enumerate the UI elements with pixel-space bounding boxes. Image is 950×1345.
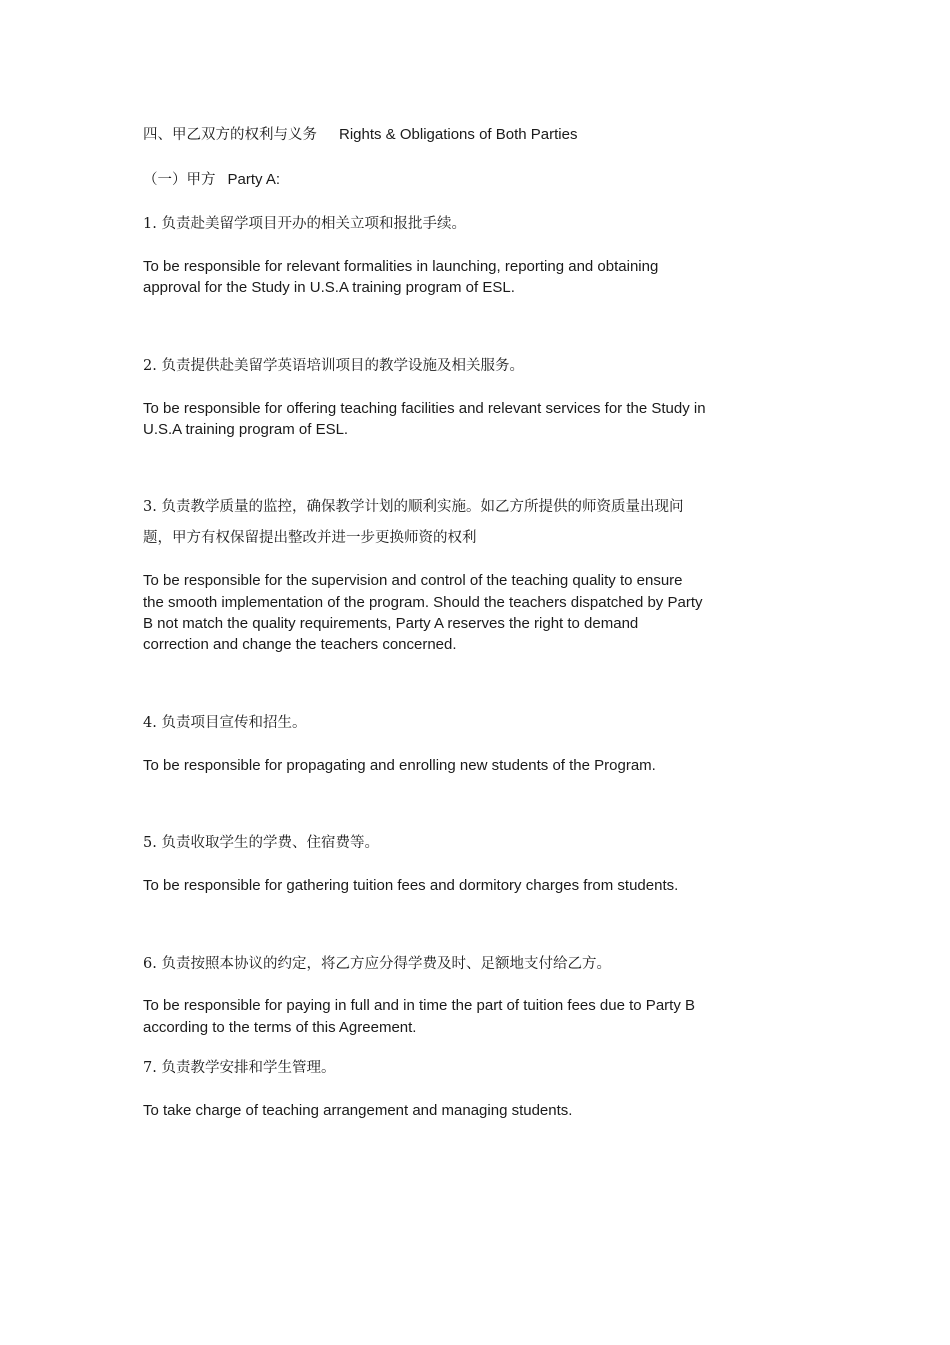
section-title-zh: 四、甲乙双方的权利与义务 xyxy=(143,127,317,143)
section-heading xyxy=(143,124,753,146)
item-3-zh-line-1: 3. 负责教学质量的监控，确保教学计划的顺利实施。如乙方所提供的师资质量出现问 xyxy=(143,499,684,515)
item-5-en-line-1: To be responsible for gathering tuition fees and dormitory charges from students. xyxy=(143,877,679,894)
item-3-en-line-1: To be responsible for the supervision and control of the teaching quality to ensure xyxy=(143,572,683,589)
item-3-en-line-4: correction and change the teachers concerned. xyxy=(143,636,457,653)
item-3-zh-line-2: 题，甲方有权保留提出整改并进一步更换师资的权利 xyxy=(143,530,477,546)
party-heading xyxy=(143,169,753,191)
item-2-zh-line-1: 2. 负责提供赴美留学英语培训项目的教学设施及相关服务。 xyxy=(143,358,524,374)
item-6-en-line-1: To be responsible for paying in full and in time the part of tuition fees due to Party B xyxy=(143,997,695,1014)
item-1-en-line-2: approval for the Study in U.S.A training program of ESL. xyxy=(143,279,515,296)
item-2-en-line-1: To be responsible for offering teaching facilities and relevant services for the Study in xyxy=(143,400,706,417)
item-3-en-line-2: the smooth implementation of the program. Should the teachers dispatched by Party xyxy=(143,594,703,611)
item-1-en-line-1: To be responsible for relevant formalities in launching, reporting and obtaining xyxy=(143,258,659,275)
item-5-zh-line-1: 5. 负责收取学生的学费、住宿费等。 xyxy=(143,835,379,851)
item-4-zh-line-1: 4. 负责项目宣传和招生。 xyxy=(143,715,307,731)
item-2-en-line-2: U.S.A training program of ESL. xyxy=(143,421,349,438)
item-6-zh-line-1: 6. 负责按照本协议的约定，将乙方应分得学费及时、足额地支付给乙方。 xyxy=(143,956,611,972)
party-label-zh: （一）甲方 xyxy=(143,172,216,188)
item-7-zh-line-1: 7. 负责教学安排和学生管理。 xyxy=(143,1060,336,1076)
item-6-en-line-2: according to the terms of this Agreement. xyxy=(143,1019,417,1036)
party-label-en: Party A: xyxy=(227,171,281,188)
item-4-en-line-1: To be responsible for propagating and enrolling new students of the Program. xyxy=(143,757,656,774)
item-3-en-line-3: B not match the quality requirements, Party A reserves the right to demand xyxy=(143,615,639,632)
item-1-zh-line-1: 1. 负责赴美留学项目开办的相关立项和报批手续。 xyxy=(143,216,466,232)
item-7-en-line-1: To take charge of teaching arrangement and managing students. xyxy=(143,1102,573,1119)
section-title-en: Rights & Obligations of Both Parties xyxy=(339,126,578,143)
